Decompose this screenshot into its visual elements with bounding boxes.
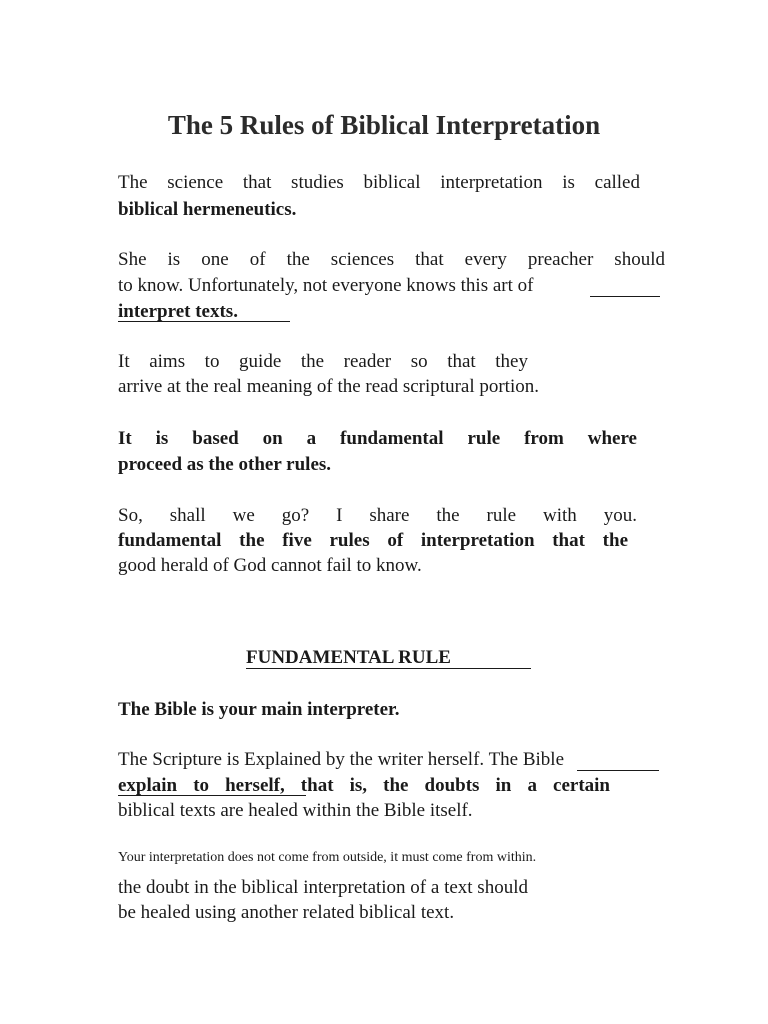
paragraph-7-line-1: the doubt in the biblical interpretation of a text should [118, 877, 528, 898]
note-text: Your interpretation does not come from outside, it must come from within. [118, 850, 537, 865]
paragraph-2-line-3: interpret texts. [118, 301, 238, 322]
paragraph-7-line-2: be healed using another related biblical text. [118, 902, 455, 923]
paragraph-5-line-2: fundamental the five rules of interpretation that the [118, 530, 628, 551]
underline-interpret-texts [118, 321, 290, 322]
rule-statement: The Bible is your main interpreter. [118, 699, 400, 720]
paragraph-2-line-1: She is one of the sciences that every preacher should [118, 249, 665, 270]
paragraph-4-line-2: proceed as the other rules. [118, 454, 332, 475]
underline-the-bible [577, 770, 659, 771]
paragraph-1-line-2: biblical hermeneutics. [118, 199, 297, 220]
paragraph-4-line-1: It is based on a fundamental rule from where [118, 428, 637, 449]
section-heading: FUNDAMENTAL RULE [246, 647, 451, 668]
underline-explain-to-herself [118, 795, 306, 796]
paragraph-5-line-1: So, shall we go? I share the rule with you. [118, 505, 637, 526]
paragraph-2-line-2: to know. Unfortunately, not everyone knows this art of [118, 275, 534, 296]
paragraph-5-line-3: good herald of God cannot fail to know. [118, 555, 422, 576]
underline-section-heading [246, 668, 531, 669]
paragraph-6-line-1: The Scripture is Explained by the writer herself. The Bible [118, 749, 565, 770]
paragraph-6-line-2: explain to herself, that is, the doubts in a certain [118, 775, 610, 796]
paragraph-3-line-2: arrive at the real meaning of the read scriptural portion. [118, 376, 539, 397]
paragraph-1-line-1: The science that studies biblical interpretation is called [118, 172, 640, 193]
underline-art-of [590, 296, 660, 297]
page-title: The 5 Rules of Biblical Interpretation [167, 110, 601, 140]
paragraph-3-line-1: It aims to guide the reader so that they [118, 351, 528, 372]
paragraph-6-line-3: biblical texts are healed within the Bible itself. [118, 800, 473, 821]
